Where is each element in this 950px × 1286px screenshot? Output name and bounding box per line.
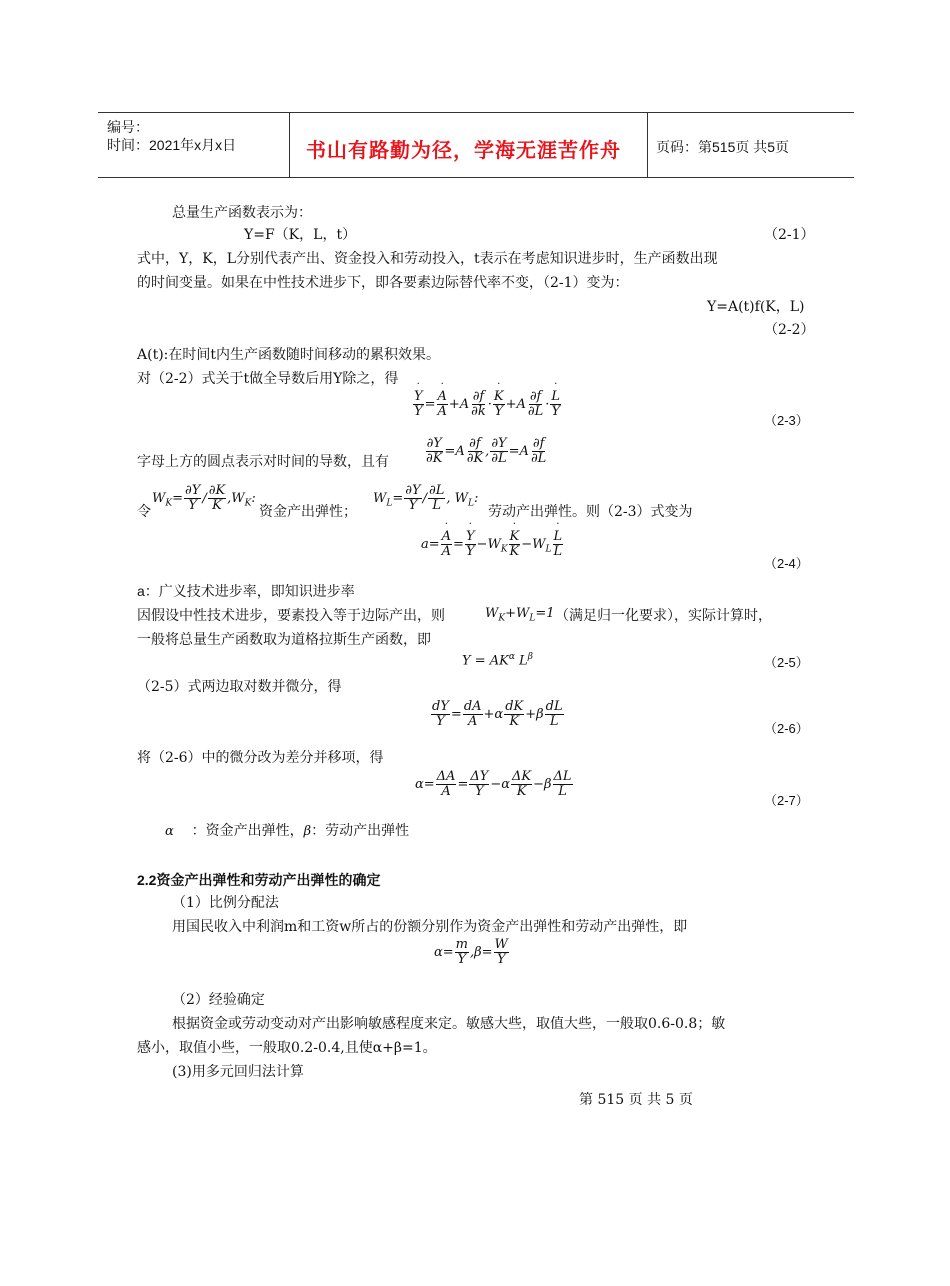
equation-wk-plus-wl: $W_K+W_L=1$ — [485, 606, 555, 624]
beta-symbol: β — [303, 824, 312, 839]
header-time-label: 时间：2021年x月x日 — [107, 137, 237, 153]
header-motto: 书山有路勤为径，学海无涯苦作舟 — [306, 138, 621, 162]
paragraph-a-meaning: a：广义技术进步率，即知识进步率 — [137, 583, 355, 599]
equation-2-3-number: （2-3） — [764, 413, 809, 428]
header-top-rule — [98, 112, 854, 113]
method-1-text: 用国民收入中利润m和工资w所占的份额分别作为资金产出弹性和劳动产出弹性，即 — [172, 919, 688, 935]
paragraph-let-prefix: 令 — [137, 504, 151, 520]
header-divider-left — [289, 113, 290, 177]
equation-2-4: a= $\frac{A ˙}{A}$ = $\frac{Y ˙}{Y}$ $-W_K$ $\frac{K ˙}{K}$ $-W_L$ $\frac{L ˙}{L}$ — [421, 530, 564, 559]
paragraph-neutral-line2: 一般将总量生产函数取为道格拉斯生产函数，即 — [137, 632, 431, 648]
equation-alpha-beta-shares: α= $\frac{m}{Y}$ ,β= $\frac{W}{Y}$ — [434, 937, 508, 967]
equation-2-1-number: （2-1） — [764, 227, 815, 243]
equation-2-7-number: （2-7） — [764, 793, 809, 808]
paragraph-difference: 将（2-6）中的微分改为差分并移项，得 — [137, 750, 384, 766]
equation-2-5-number: （2-5） — [764, 655, 809, 670]
method-2-heading: （2）经验确定 — [172, 992, 265, 1008]
header-divider-right — [647, 113, 648, 177]
method-3-heading: (3)用多元回归法计算 — [172, 1064, 304, 1080]
paragraph-neutral-line1b: （满足归一化要求），实际计算时， — [555, 608, 772, 624]
equation-2-3: $\frac{Y ˙}{Y}$ = $\frac{A ˙}{A}$ +A $\frac{\partial f}{\partial k}$ · $\frac{K ˙}{Y}$ +A $\frac{\partial f}{\partial L}$ · $\frac{L ˙}{Y}$ — [412, 390, 562, 419]
method-1-heading: （1）比例分配法 — [172, 895, 279, 911]
paragraph-at-definition: A(t):在时间t内生产函数随时间移动的累积效果。 — [137, 347, 441, 363]
paragraph-derivative: 对（2-2）式关于t做全导数后用Y除之，得 — [137, 371, 399, 387]
alpha-symbol: α — [165, 824, 174, 839]
paragraph-wk-meaning: 资金产出弹性； — [259, 504, 357, 520]
paragraph-dot-meaning: 字母上方的圆点表示对时间的导数，且有 — [137, 454, 389, 470]
equation-2-4-number: （2-4） — [764, 556, 809, 571]
paragraph-neutral-line1a: 因假设中性技术进步，要素投入等于边际产出，则 — [137, 608, 445, 624]
paragraph-alpha-beta — [165, 821, 409, 842]
section-title: 2.2资金产出弹性和劳动产出弹性的确定 — [137, 872, 381, 888]
equation-partials: $\frac{\partial Y}{\partial K}$ =A $\frac{\partial f}{\partial K}$ , $\frac{\partial Y}{\partial L}$ =A $\frac{\partial f}{\partial L}$ — [426, 436, 547, 466]
paragraph-wl-meaning: 劳动产出弹性。则（2-3）式变为 — [488, 504, 693, 520]
equation-2-6-number: （2-6） — [764, 721, 809, 736]
header-bottom-rule — [98, 177, 854, 178]
header-number-label: 编号： — [107, 119, 149, 135]
equation-2-5: $Y = AK^\alpha$ $L^\beta$ — [462, 652, 533, 669]
method-2-line1: 根据资金或劳动变动对产出影响敏感程度来定。敏感大些，取值大些，一般取0.6-0.8；敏 — [172, 1016, 726, 1032]
beta-meaning: ：劳动产出弹性 — [311, 823, 410, 839]
alpha-meaning: ：资金产出弹性， — [191, 823, 304, 839]
paragraph-intro: 总量生产函数表示为： — [172, 205, 312, 221]
equation-wl-definition: $W_L=$ $\frac{\partial Y}{Y}$ / $\frac{\partial L}{L}$ , $W_L$: — [373, 483, 479, 513]
equation-wk-definition: $W_K=$ $\frac{\partial Y}{Y}$ / $\frac{\partial K}{K}$ $,W_K$: — [152, 483, 256, 513]
equation-2-7: α= $\frac{\Delta A}{A}$ = $\frac{\Delta Y}{Y}$ −α $\frac{\Delta K}{K}$ −β $\frac{\Delta L}{L}$ — [415, 769, 572, 799]
method-2-line2: 感小，取值小些，一般取0.2-0.4,且使α+β=1。 — [137, 1040, 437, 1056]
equation-2-1: Y=F（K，L，t） — [244, 227, 357, 243]
paragraph-variables-line2: 的时间变量。如果在中性技术进步下，即各要素边际替代率不变，（2-1）变为： — [137, 275, 629, 291]
equation-2-6: $\frac{dY}{Y}$ = $\frac{dA}{A}$ +α $\frac{dK}{K}$ +β $\frac{dL}{L}$ — [432, 699, 563, 729]
footer-page-number: 第 515 页 共 5 页 — [579, 1092, 693, 1108]
equation-2-2-number: （2-2） — [764, 322, 815, 338]
equation-2-2: Y=A(t)f(K，L) — [707, 299, 805, 315]
header-page-label: 页码：第515页 共5页 — [656, 139, 790, 155]
paragraph-variables-line1: 式中，Y，K，L分别代表产出、资金投入和劳动投入，t表示在考虑知识进步时，生产函数出现 — [137, 251, 718, 267]
paragraph-log-diff: （2-5）式两边取对数并微分，得 — [137, 679, 342, 695]
